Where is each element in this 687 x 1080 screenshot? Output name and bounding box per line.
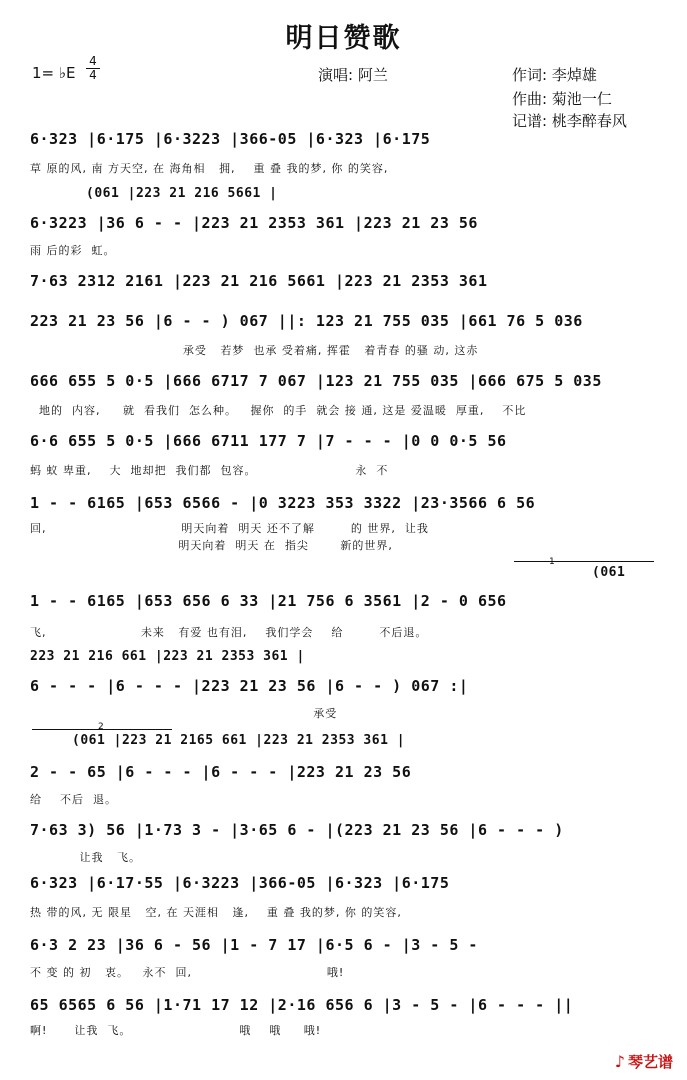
notation-line: 6 - - - |6 - - - |223 21 23 56 |6 - - ) 067 :|: [30, 677, 469, 695]
lyric-line: 不 变 的 初 衷。 永不 回, 哦!: [30, 966, 345, 979]
notation-line: 6·6 655 5 0·5 |666 6711 177 7 |7 - - - |0 0 0·5 56: [30, 432, 507, 450]
lyric-line: 草 原的风, 南 方天空, 在 海角相 拥, 重 叠 我的梦, 你 的笑容,: [30, 162, 389, 175]
score-system: [0, 312, 687, 372]
lyric-line: 承受 若梦 也承 受着痛, 挥霍 着青春 的骚 动, 这赤: [30, 344, 479, 357]
notation-line: 6·3 2 23 |36 6 - 56 |1 - 7 17 |6·5 6 - |3 - 5 -: [30, 936, 478, 954]
score-system: [0, 214, 687, 274]
score-system: [0, 565, 687, 625]
lyric-line: 给 不后 退。: [30, 793, 117, 806]
score-system: [0, 494, 687, 554]
notation-line: (061: [592, 565, 626, 580]
volta-2-number: 2: [98, 722, 105, 732]
time-signature: [86, 56, 100, 81]
lyric-line: 飞, 未来 有爱 也有泪, 我们学会 给 不后退。: [30, 626, 428, 639]
lyric-line: 啊! 让我 飞。 哦 哦 哦!: [30, 1024, 322, 1037]
lyricist-credit: 作词: 李焯雄: [512, 66, 597, 84]
lyric-line: 让我 飞。: [30, 851, 141, 864]
score-system: [0, 130, 687, 190]
lyric-line: 承受: [30, 707, 338, 720]
key-signature: 1= ♭E: [32, 64, 76, 82]
time-signature-bottom: 4: [89, 68, 97, 82]
notation-line: 7·63 3) 56 |1·73 3 - |3·65 6 - |(223 21 23 56 |6 - - - ): [30, 821, 564, 839]
lyric-line: 回, 明天向着 明天 还不了解 的 世界, 让我: [30, 522, 429, 535]
notation-line: (061 |223 21 2165 661 |223 21 2353 361 |: [72, 733, 406, 748]
score-system: [0, 372, 687, 432]
score-system: [0, 432, 687, 492]
notation-line: 1 - - 6165 |653 6566 - |0 3223 353 3322 |23·3566 6 56: [30, 494, 536, 512]
notation-line: 2 - - 65 |6 - - - |6 - - - |223 21 23 56: [30, 763, 412, 781]
lyric-line: 蚂 蚁 卑重, 大 地却把 我们都 包容。 永 不: [30, 464, 389, 477]
notation-line: (061 |223 21 216 5661 |: [86, 186, 278, 201]
notation-line: 6·323 |6·17·55 |6·3223 |366-05 |6·323 |6·175: [30, 874, 450, 892]
score-system: [0, 874, 687, 934]
notation-line: 7·63 2312 2161 |223 21 216 5661 |223 21 2353 361: [30, 272, 488, 290]
time-signature-top: 4: [89, 54, 97, 68]
piano-logo-icon: ♪: [614, 1052, 625, 1071]
lyric-line-second-verse: 明天向着 明天 在 指尖 新的世界,: [30, 539, 393, 552]
notation-line: 223 21 216 661 |223 21 2353 361 |: [30, 649, 305, 664]
score-system: [0, 996, 687, 1056]
lyric-line: 地的 内容, 就 看我们 怎么种。 握你 的手 就会 接 通, 这是 爱温暖 厚重, 不比: [30, 404, 527, 417]
volta-1-number: 1: [549, 557, 556, 567]
lyric-line: 雨 后的彩 虹。: [30, 244, 116, 257]
notation-line: 6·323 |6·175 |6·3223 |366-05 |6·323 |6·175: [30, 130, 431, 148]
notation-line: 666 655 5 0·5 |666 6717 7 067 |123 21 755 035 |666 675 5 035: [30, 372, 602, 390]
notation-line: 6·3223 |36 6 - - |223 21 2353 361 |223 21 23 56: [30, 214, 478, 232]
watermark-text: 琴艺谱: [627, 1053, 673, 1071]
notation-line: 223 21 23 56 |6 - - ) 067 ||: 123 21 755 035 |661 76 5 036: [30, 312, 583, 330]
notation-line: 1 - - 6165 |653 656 6 33 |21 756 6 3561 |2 - 0 656: [30, 592, 507, 610]
transcriber-credit: 记谱: 桃李醉春风: [512, 112, 627, 130]
song-title: 明日赞歌: [285, 23, 402, 54]
singer-credit: 演唱: 阿兰: [318, 66, 388, 84]
lyric-line: 热 带的风, 无 限星 空, 在 天涯相 逢, 重 叠 我的梦, 你 的笑容,: [30, 906, 402, 919]
composer-credit: 作曲: 菊池一仁: [512, 90, 612, 108]
score-system: [0, 821, 687, 881]
score-system: [0, 763, 687, 823]
notation-line: 65 6565 6 56 |1·71 17 12 |2·16 656 6 |3 - 5 - |6 - - - ||: [30, 996, 574, 1014]
score-system: [0, 936, 687, 996]
watermark-logo: [615, 1051, 673, 1072]
